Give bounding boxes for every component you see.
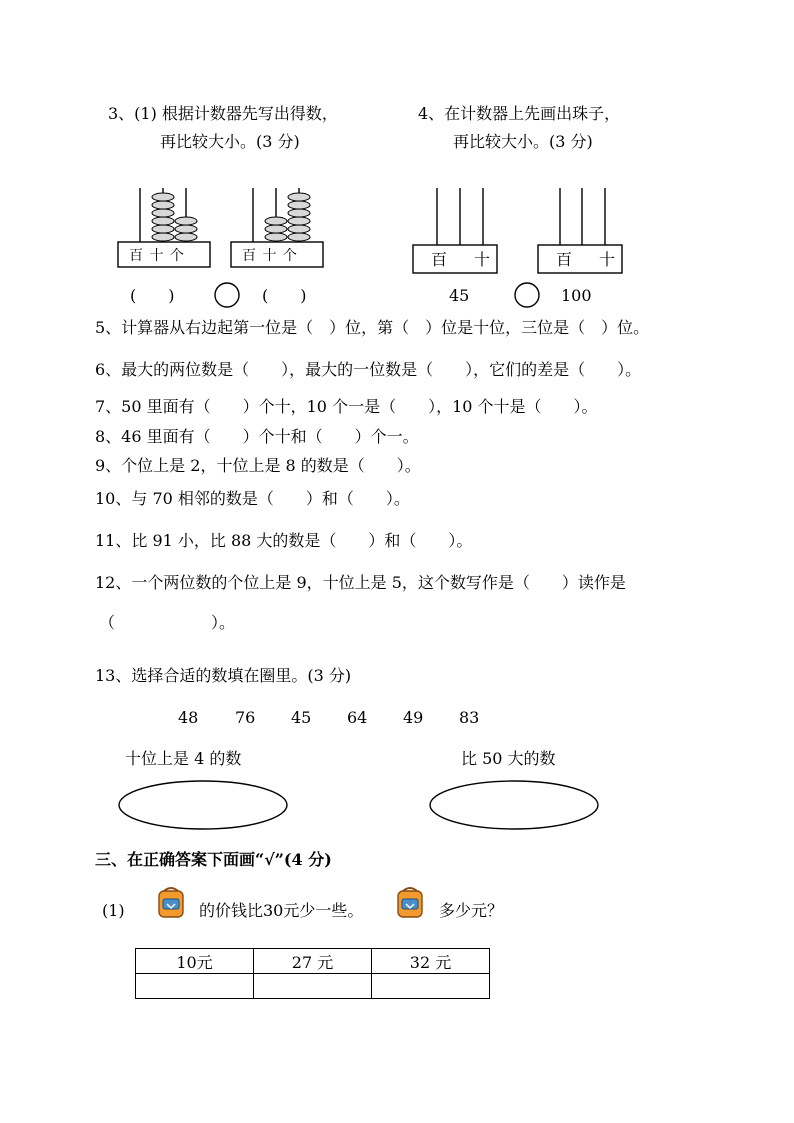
left-oval-label: 十位上是 4 的数 — [125, 749, 242, 768]
abacus3-label-hundreds: 百 — [431, 250, 448, 269]
table-row — [136, 949, 490, 974]
table-row — [136, 974, 490, 999]
number-option: 45 — [291, 708, 312, 727]
section-3-q1-prefix: (1) — [102, 901, 125, 920]
section-3-title: 三、在正确答案下面画“√”(4 分) — [95, 850, 332, 869]
compare-circle-icon — [215, 283, 239, 307]
question-11: 11、比 91 小，比 88 大的数是（ ）和（ ）。 — [95, 531, 473, 550]
question-10: 10、与 70 相邻的数是（ ）和（ ）。 — [95, 489, 410, 508]
check-cell[interactable] — [136, 974, 254, 999]
q3-answer-left[interactable]: ( ) — [130, 286, 175, 305]
question-13-title: 13、选择合适的数填在圈里。(3 分) — [95, 666, 352, 685]
q4-line2: 再比较大小。(3 分) — [453, 132, 593, 151]
abacus3-label-tens: 十 — [474, 250, 491, 269]
schoolbag-icon — [154, 885, 188, 919]
question-12: 12、一个两位数的个位上是 9，十位上是 5，这个数写作是（ ）读作是 — [95, 573, 626, 592]
compare-circle-icon — [515, 283, 539, 307]
abacus4-label-tens: 十 — [599, 250, 616, 269]
number-option: 49 — [403, 708, 424, 727]
right-oval-label: 比 50 大的数 — [461, 749, 556, 768]
number-option: 64 — [347, 708, 368, 727]
question-12-read-answer[interactable]: （ ）。 — [99, 613, 236, 632]
question-6: 6、最大的两位数是（ ），最大的一位数是（ ），它们的差是（ ）。 — [95, 360, 642, 379]
number-option: 76 — [235, 708, 256, 727]
option-cell: 27 元 — [254, 949, 372, 974]
check-cell[interactable] — [372, 974, 490, 999]
number-option: 83 — [459, 708, 480, 727]
q3-line1: 3、(1) 根据计数器先写出得数， — [108, 104, 338, 123]
abacus2-label: 百 十 个 — [242, 248, 298, 264]
answer-table — [135, 948, 490, 999]
check-cell[interactable] — [254, 974, 372, 999]
q4-right-value: 100 — [561, 286, 592, 305]
abacus1-label: 百 十 个 — [129, 248, 185, 264]
abacus4-label-hundreds: 百 — [556, 250, 573, 269]
q4-left-value: 45 — [449, 286, 470, 305]
q3-answer-right[interactable]: ( ) — [262, 286, 307, 305]
question-8: 8、46 里面有（ ）个十和（ ）个一。 — [95, 427, 419, 446]
question-7: 7、50 里面有（ ）个十，10 个一是（ ），10 个十是（ ）。 — [95, 397, 598, 416]
answer-oval-left — [119, 781, 287, 829]
number-option: 48 — [178, 708, 199, 727]
answer-oval-right — [430, 781, 598, 829]
question-9: 9、个位上是 2，十位上是 8 的数是（ ）。 — [95, 456, 421, 475]
section-3-q1-text: 的价钱比30元少一些。 — [199, 901, 364, 920]
option-cell: 10元 — [136, 949, 254, 974]
q3-line2: 再比较大小。(3 分) — [160, 132, 300, 151]
question-5: 5、计算器从右边起第一位是（ ）位，第（ ）位是十位，三位是（ ）位。 — [95, 318, 650, 337]
abacus-beads — [152, 193, 310, 241]
option-cell: 32 元 — [372, 949, 490, 974]
section-3-q1-suffix: 多少元？ — [439, 901, 504, 920]
schoolbag-icon — [393, 885, 427, 919]
q4-line1: 4、在计数器上先画出珠子， — [418, 104, 621, 123]
